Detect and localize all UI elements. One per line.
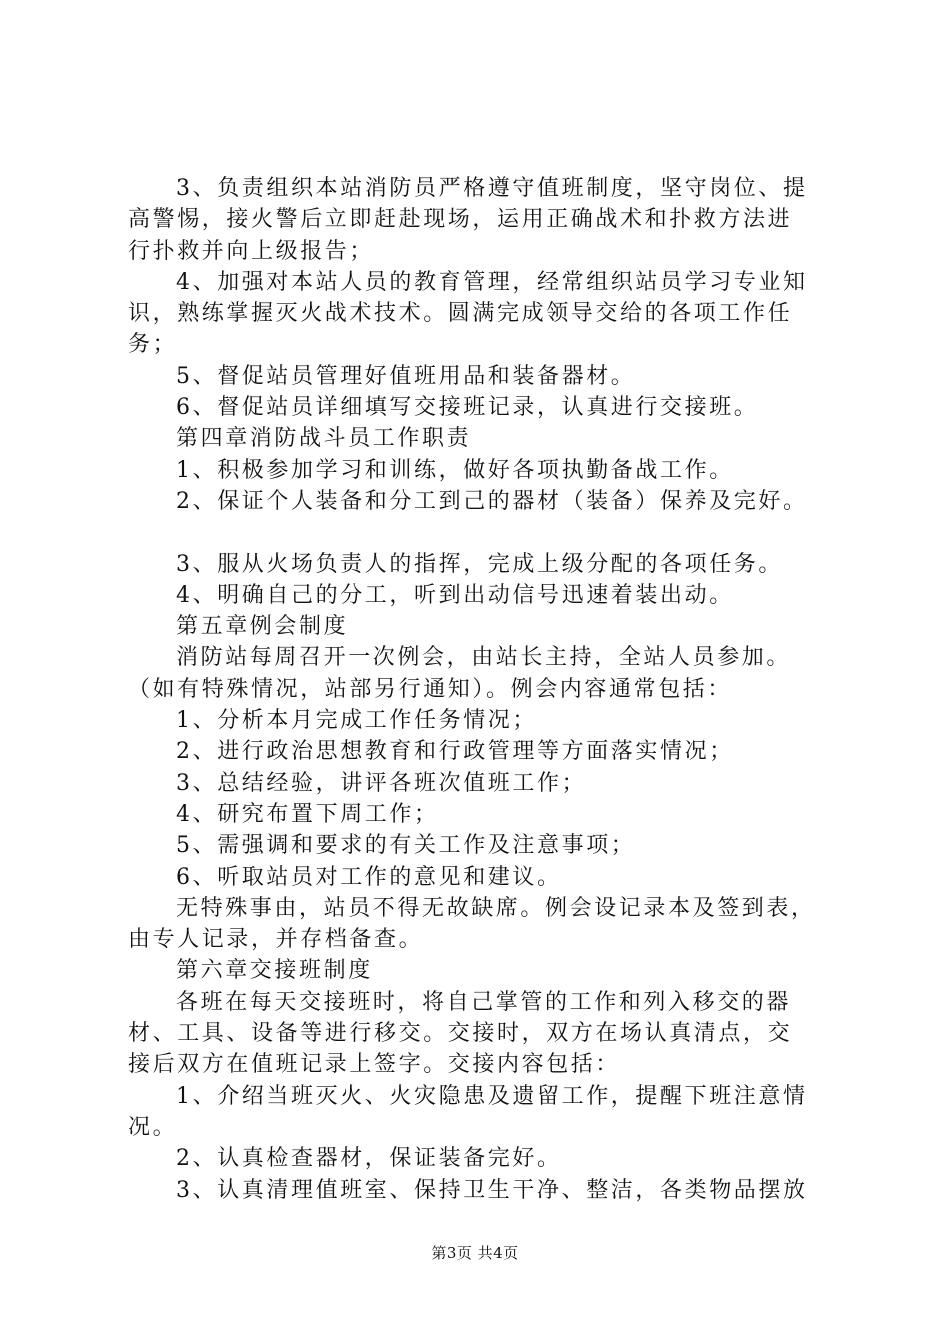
text-line: 况。 [128, 1114, 178, 1140]
text-line: 识，熟练掌握灭火战术技术。圆满完成领导交给的各项工作任 [128, 301, 793, 327]
text-line: 接后双方在值班记录上签字。交接内容包括： [128, 1052, 621, 1078]
text-line: 5、需强调和要求的有关工作及注意事项； [176, 833, 636, 859]
document-body [128, 173, 840, 1206]
text-line: 3、总结经验，讲评各班次值班工作； [176, 770, 587, 796]
text-line: 务； [128, 332, 178, 358]
text-line: 4、研究布置下周工作； [176, 801, 439, 827]
text-line: 5、督促站员管理好值班用品和装备器材。 [176, 363, 636, 389]
text-line: 消防站每周召开一次例会，由站长主持，全站人员参加。 [176, 645, 792, 671]
text-line: 高警惕，接火警后立即赶赴现场，运用正确战术和扑救方法进 [128, 207, 793, 233]
text-line: 2、认真检查器材，保证装备完好。 [176, 1146, 562, 1172]
text-line: 第四章消防战斗员工作职责 [176, 426, 472, 452]
text-line: 6、听取站员对工作的意见和建议。 [176, 864, 562, 890]
text-line: 2、保证个人装备和分工到己的器材（装备）保养及完好。 [176, 488, 808, 514]
text-line: 6、督促站员详细填写交接班记录，认真进行交接班。 [176, 395, 759, 421]
text-line: 1、积极参加学习和训练，做好各项执勤备战工作。 [176, 457, 734, 483]
text-line: 无特殊事由，站员不得无故缺席。例会设记录本及签到表， [176, 895, 816, 921]
text-line: 1、介绍当班灭火、火灾隐患及遗留工作，提醒下班注意情 [176, 1083, 808, 1109]
text-line: 各班在每天交接班时，将自己掌管的工作和列入移交的器 [176, 989, 792, 1015]
text-line: 1、分析本月完成工作任务情况； [176, 708, 537, 734]
text-line: （如有特殊情况，站部另行通知）。例会内容通常包括： [128, 676, 733, 702]
text-line: 行扑救并向上级报告； [128, 238, 375, 264]
text-line: 3、负责组织本站消防员严格遵守值班制度，坚守岗位、提 [176, 176, 808, 201]
text-line: 2、进行政治思想教育和行政管理等方面落实情况； [176, 739, 734, 765]
text-line: 第六章交接班制度 [176, 958, 373, 984]
text-line: 4、加强对本站人员的教育管理，经常组织站员学习专业知 [176, 269, 808, 295]
text-line: 由专人记录，并存档备查。 [128, 927, 424, 953]
text-line: 3、服从火场负责人的指挥，完成上级分配的各项任务。 [176, 551, 783, 577]
text-line: 4、明确自己的分工，听到出动信号迅速着装出动。 [176, 582, 734, 608]
page-footer: 第3页 共4页 [431, 1244, 519, 1262]
text-line: 3、认真清理值班室、保持卫生干净、整洁，各类物品摆放 [176, 1177, 808, 1203]
blank-line [128, 517, 840, 548]
text-line: 材、工具、设备等进行移交。交接时，双方在场认真清点，交 [128, 1021, 793, 1047]
text-line: 第五章例会制度 [176, 614, 349, 640]
